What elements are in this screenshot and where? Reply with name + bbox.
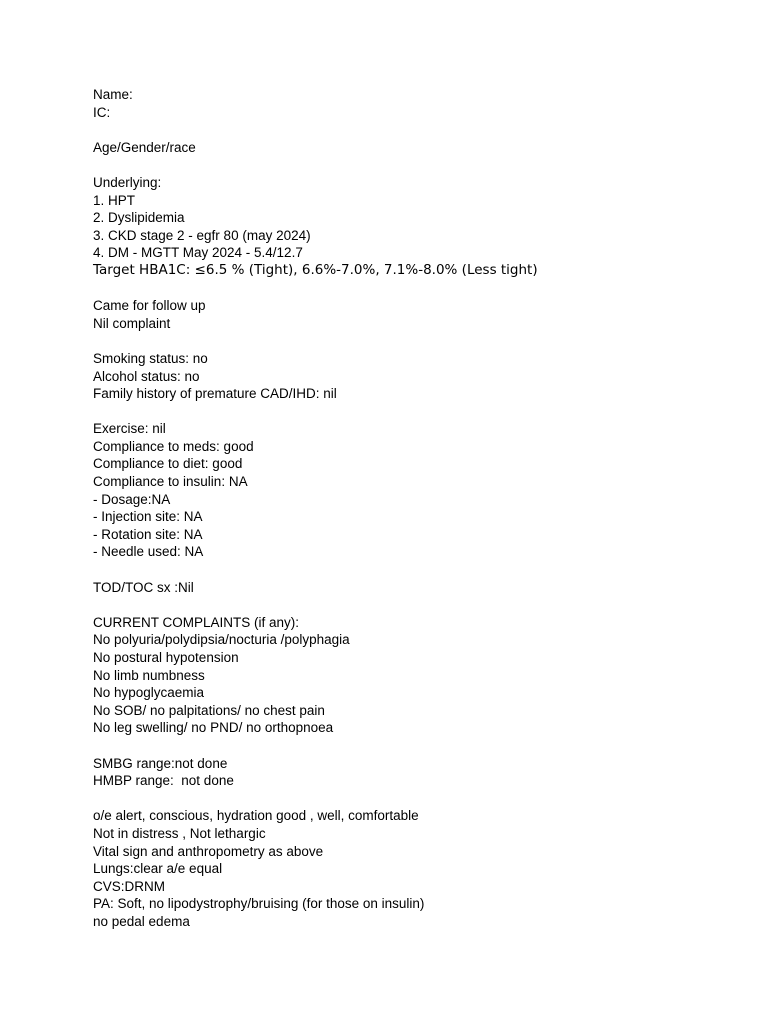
age-gender-race-field: Age/Gender/race (93, 139, 196, 155)
blank-line (93, 332, 733, 350)
underlying-item-dyslipidemia: 2. Dyslipidemia (93, 210, 185, 226)
underlying-item-dm: 4. DM - MGTT May 2024 - 5.4/12.7 (93, 245, 303, 261)
compliance-insulin: Compliance to insulin: NA (93, 474, 248, 490)
blank-line (93, 790, 733, 808)
clinical-note-document (93, 86, 733, 931)
insulin-rotation-site: - Rotation site: NA (93, 526, 203, 542)
exam-abdomen: PA: Soft, no lipodystrophy/bruising (for those on insulin) (93, 896, 425, 912)
complaint-item: No hypoglycaemia (93, 685, 205, 701)
complaint-item: No limb numbness (93, 667, 205, 683)
complaint-item: No postural hypotension (93, 650, 239, 665)
insulin-needle-used: - Needle used: NA (93, 544, 204, 560)
exercise-status: Exercise: nil (93, 421, 166, 437)
complaint-status: Nil complaint (93, 315, 171, 331)
tod-toc-symptoms: TOD/TOC sx :Nil (93, 579, 194, 595)
complaint-item: No polyuria/polydipsia/nocturia /polyphagia (93, 632, 350, 648)
exam-lungs: Lungs:clear a/e equal (93, 861, 223, 877)
exam-general: o/e alert, conscious, hydration good , well, comfortable (93, 808, 419, 824)
hmbp-range: HMBP range: not done (93, 773, 234, 789)
blank-line (93, 156, 733, 174)
blank-line (93, 280, 733, 298)
underlying-item-hpt: 1. HPT (93, 192, 136, 208)
blank-line (93, 596, 733, 614)
blank-line (93, 403, 733, 421)
blank-line (93, 561, 733, 579)
complaint-item: No leg swelling/ no PND/ no orthopnoea (93, 720, 334, 736)
underlying-heading: Underlying: (93, 174, 162, 190)
exam-vitals: Vital sign and anthropometry as above (93, 843, 324, 859)
insulin-dosage: - Dosage:NA (93, 491, 171, 507)
compliance-meds: Compliance to meds: good (93, 438, 254, 454)
ic-field: IC: (93, 104, 111, 120)
smbg-range: SMBG range:not done (93, 755, 228, 771)
exam-cvs: CVS:DRNM (93, 878, 166, 894)
smoking-status: Smoking status: no (93, 350, 208, 366)
underlying-item-ckd: 3. CKD stage 2 - egfr 80 (may 2024) (93, 227, 311, 243)
blank-line (93, 121, 733, 139)
target-hba1c-line: Target HBA1C: ≤6.5 % (Tight), 6.6%-7.0%, 7.1%-8.0% (Less tight) (93, 261, 538, 278)
insulin-injection-site: - Injection site: NA (93, 509, 203, 525)
current-complaints-heading: CURRENT COMPLAINTS (if any): (93, 614, 300, 630)
name-field: Name: (93, 87, 133, 102)
blank-line (93, 737, 733, 755)
exam-distress: Not in distress , Not lethargic (93, 825, 266, 841)
complaint-item: No SOB/ no palpitations/ no chest pain (93, 702, 325, 718)
family-history: Family history of premature CAD/IHD: nil (93, 386, 337, 402)
alcohol-status: Alcohol status: no (93, 368, 200, 384)
exam-pedal-edema: no pedal edema (93, 913, 190, 929)
compliance-diet: Compliance to diet: good (93, 456, 243, 472)
visit-reason: Came for follow up (93, 298, 206, 314)
